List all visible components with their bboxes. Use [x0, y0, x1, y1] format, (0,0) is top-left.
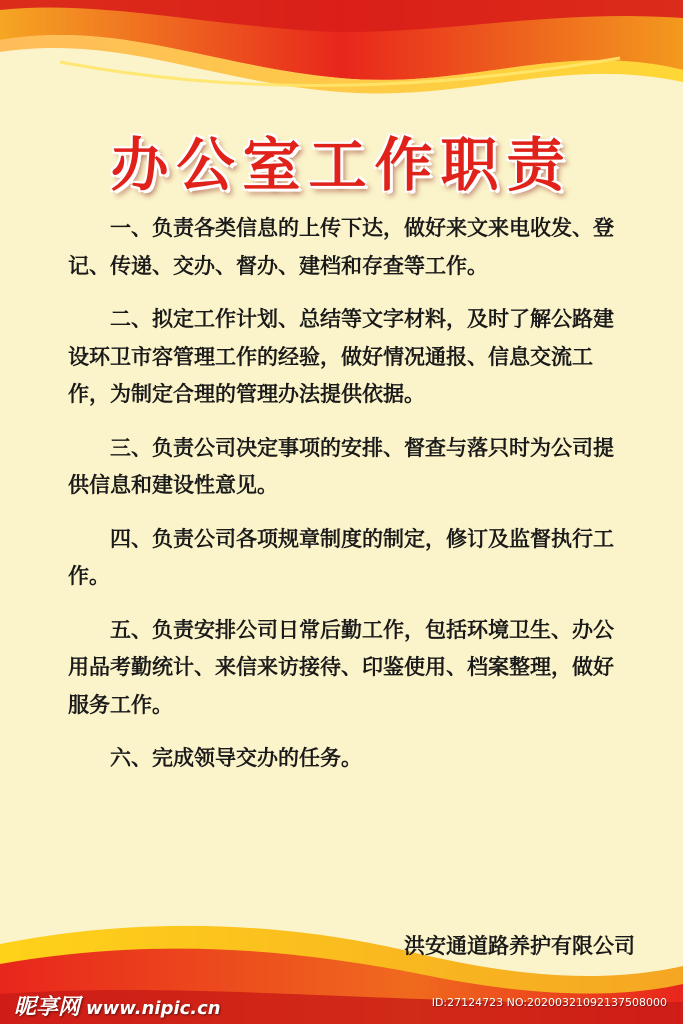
watermark-url: www.nipic.cn — [86, 998, 221, 1019]
watermark-logo — [14, 990, 221, 1021]
watermark-id: ID:27124723 NO:20200321092137508000 — [431, 996, 667, 1009]
duty-paragraph-4: 四、负责公司各项规章制度的制定，修订及监督执行工作。 — [68, 526, 614, 588]
duty-paragraph-6: 六、完成领导交办的任务。 — [110, 746, 362, 770]
duties-list — [68, 210, 628, 794]
duty-paragraph-3: 三、负责公司决定事项的安排、督查与落只时为公司提供信息和建设性意见。 — [68, 435, 614, 497]
page-title: 办公室工作职责 — [110, 131, 573, 199]
company-name: 洪安通道路养护有限公司 — [404, 934, 635, 958]
watermark-site-name: 昵享网 — [14, 995, 81, 1020]
duty-paragraph-5: 五、负责安排公司日常后勤工作，包括环境卫生、办公用品考勤统计、来信来访接待、印鉴使用、档案整理，做好服务工作。 — [68, 617, 614, 717]
duty-paragraph-2: 二、拟定工作计划、总结等文字材料，及时了解公路建设环卫市容管理工作的经验，做好情况通报、信息交流工作，为制定合理的管理办法提供依据。 — [68, 307, 614, 406]
duty-paragraph-1: 一、负责各类信息的上传下达，做好来文来电收发、登记、传递、交办、督办、建档和存查等工作。 — [68, 216, 614, 278]
